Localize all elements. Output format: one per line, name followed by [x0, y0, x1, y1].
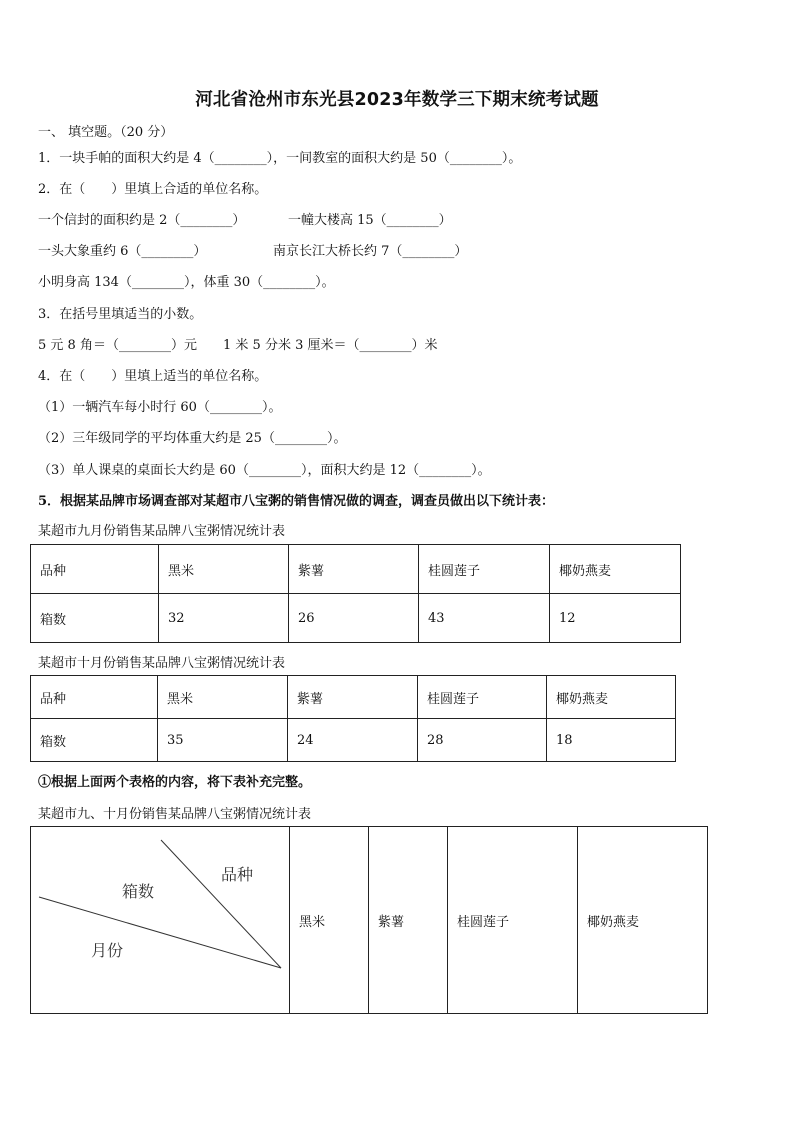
- diagonal-line: [39, 897, 281, 968]
- table-cell: 椰奶燕麦: [550, 545, 681, 594]
- table-row: [31, 545, 681, 594]
- question-2-d: 南京长江大桥长约 7（________）: [273, 244, 468, 259]
- table-cell: 35: [158, 719, 288, 762]
- table-cell: 椰奶燕麦: [547, 676, 676, 719]
- question-3: 3．在括号里填适当的小数。: [38, 307, 203, 322]
- diag-label-month: 月份: [91, 941, 124, 960]
- table-cell: 24: [288, 719, 418, 762]
- table-cell: 紫薯: [369, 827, 448, 1014]
- table-cell: 椰奶燕麦: [578, 827, 708, 1014]
- question-2-a: 一个信封的面积约是 2（________）: [38, 213, 246, 228]
- question-4: 4．在（ ）里填上适当的单位名称。: [38, 369, 268, 384]
- table-cell: 品种: [31, 545, 159, 594]
- question-5-sub: ①根据上面两个表格的内容，将下表补充完整。: [38, 775, 312, 790]
- table-row: [31, 827, 708, 1014]
- table-combined: [30, 826, 708, 1014]
- question-3-a: 5 元 8 角＝（________）元: [38, 338, 197, 353]
- table-row: [31, 719, 676, 762]
- table-cell: 18: [547, 719, 676, 762]
- table-cell: 桂圆莲子: [448, 827, 578, 1014]
- table-september: [30, 544, 681, 643]
- table-cell: 桂圆莲子: [418, 676, 547, 719]
- table-cell: 黑米: [290, 827, 369, 1014]
- table-october-caption: 某超市十月份销售某品牌八宝粥情况统计表: [38, 656, 286, 671]
- question-3-b: 1 米 5 分米 3 厘米＝（________）米: [223, 338, 438, 353]
- table-cell: 黑米: [159, 545, 289, 594]
- table-cell: 箱数: [31, 594, 159, 643]
- table-combined-caption: 某超市九、十月份销售某品牌八宝粥情况统计表: [38, 807, 312, 822]
- question-4-3: （3）单人课桌的桌面长大约是 60（________），面积大约是 12（________）。: [38, 463, 491, 478]
- diagonal-line: [161, 840, 281, 968]
- table-cell: 43: [419, 594, 550, 643]
- question-2-e: 小明身高 134（________），体重 30（________）。: [38, 275, 335, 290]
- table-cell: 黑米: [158, 676, 288, 719]
- table-cell: 品种: [31, 676, 158, 719]
- question-5: 5．根据某品牌市场调查部对某超市八宝粥的销售情况做的调查，调查员做出以下统计表：: [38, 494, 555, 509]
- diagonal-lines: [31, 827, 290, 1014]
- question-4-2: （2）三年级同学的平均体重大约是 25（________）。: [38, 431, 347, 446]
- table-row: [31, 676, 676, 719]
- diagonal-header-cell: [31, 827, 290, 1014]
- question-2-c: 一头大象重约 6（________）: [38, 244, 207, 259]
- table-row: [31, 594, 681, 643]
- table-cell: 紫薯: [289, 545, 419, 594]
- table-cell: 28: [418, 719, 547, 762]
- question-4-1: （1）一辆汽车每小时行 60（________）。: [38, 400, 282, 415]
- table-cell: 紫薯: [288, 676, 418, 719]
- table-cell: 12: [550, 594, 681, 643]
- table-cell: 32: [159, 594, 289, 643]
- diag-label-kind: 品种: [221, 865, 254, 884]
- table-cell: 26: [289, 594, 419, 643]
- page-title: 河北省沧州市东光县2023年数学三下期末统考试题: [195, 90, 599, 110]
- table-cell: 桂圆莲子: [419, 545, 550, 594]
- table-october: [30, 675, 676, 762]
- diag-label-count: 箱数: [122, 882, 155, 901]
- table-september-caption: 某超市九月份销售某品牌八宝粥情况统计表: [38, 524, 286, 539]
- section-heading: 一、 填空题。（20 分）: [38, 125, 174, 140]
- question-2: 2．在（ ）里填上合适的单位名称。: [38, 182, 268, 197]
- question-1: 1．一块手帕的面积大约是 4（________），一间教室的面积大约是 50（________）。: [38, 151, 522, 166]
- table-cell: 箱数: [31, 719, 158, 762]
- question-2-b: 一幢大楼高 15（________）: [288, 213, 452, 228]
